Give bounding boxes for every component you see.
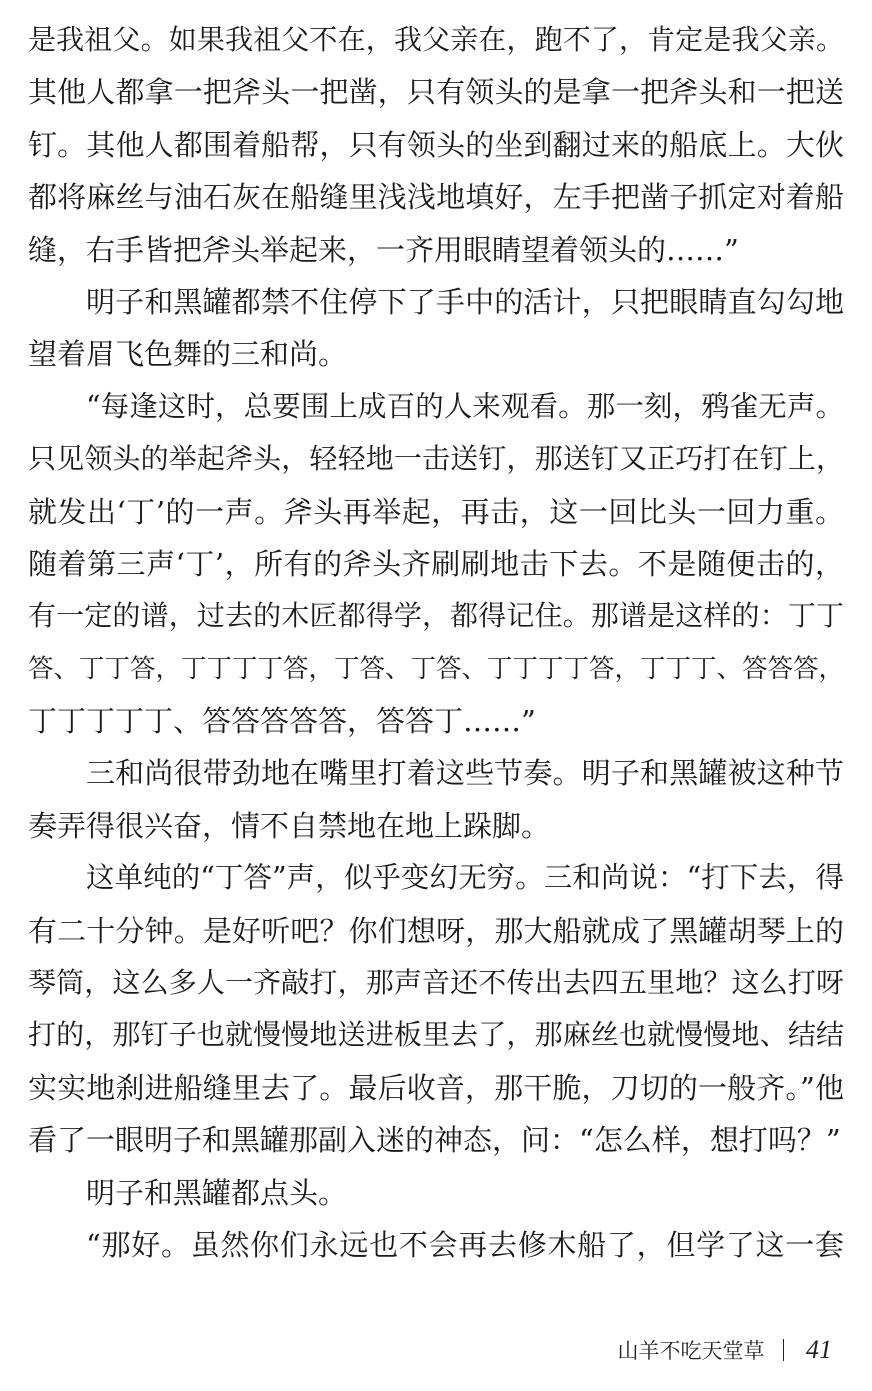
text-line: 望着眉飞色舞的三和尚。 xyxy=(28,337,348,372)
text-line: 明子和黑罐都点头。 xyxy=(86,1175,348,1210)
text-line: 有二十分钟。是好听吧？你们想呀，那大船就成了黑罐胡琴上的 xyxy=(28,913,844,948)
text-line: 这单纯的“丁答”声，似乎变幻无穷。三和尚说：“打下去，得 xyxy=(86,861,844,895)
running-title: 山羊不吃天堂草 xyxy=(617,1339,765,1363)
text-line: 有一定的谱，过去的木匠都得学，都得记住。那谱是这样的：丁丁 xyxy=(28,599,844,633)
text-line: 打的，那钉子也就慢慢地送进板里去了，那麻丝也就慢慢地、结结 xyxy=(28,1018,844,1052)
page-footer xyxy=(618,1330,833,1370)
text-line: 其他人都拿一把斧头一把凿，只有领头的是拿一把斧头和一把送 xyxy=(28,75,844,110)
text-line: 答、丁丁答，丁丁丁丁答，丁答、丁答、丁丁丁丁答，丁丁丁、答答答， xyxy=(28,653,844,684)
footer-divider xyxy=(783,1339,785,1361)
text-line: “每逢这时，总要围上成百的人来观看。那一刻，鸦雀无声。 xyxy=(86,389,844,423)
text-line: 明子和黑罐都禁不住停下了手中的活计，只把眼睛直勾勾地 xyxy=(86,284,844,319)
text-line: 是我祖父。如果我祖父不在，我父亲在，跑不了，肯定是我父亲。 xyxy=(28,23,844,56)
page-number: 41 xyxy=(806,1335,832,1364)
text-line: 就发出‘丁’的一声。斧头再举起，再击，这一回比头一回力重。 xyxy=(28,494,844,529)
text-line: 看了一眼明子和黑罐那副入迷的神态，问：“怎么样，想打吗？” xyxy=(28,1123,841,1158)
text-line: 缝，右手皆把斧头举起来，一齐用眼睛望着领头的……” xyxy=(28,232,739,267)
text-line: 奏弄得很兴奋，情不自禁地在地上跺脚。 xyxy=(28,808,551,843)
text-line: 琴筒，这么多人一齐敲打，那声音还不传出去四五里地？这么打呀 xyxy=(28,966,844,1000)
body-text xyxy=(28,14,844,1271)
text-line: 都将麻丝与油石灰在船缝里浅浅地填好，左手把凿子抓定对着船 xyxy=(28,180,844,215)
text-line: 丁丁丁丁丁、答答答答答，答答丁……” xyxy=(28,704,536,739)
text-line: 随着第三声‘丁’，所有的斧头齐刷刷地击下去。不是随便击的， xyxy=(28,546,844,581)
text-line: 三和尚很带劲地在嘴里打着这些节奏。明子和黑罐被这种节 xyxy=(86,756,844,791)
text-line: 钉。其他人都围着船帮，只有领头的坐到翻过来的船底上。大伙 xyxy=(28,127,844,162)
text-line: 实实地刹进船缝里去了。最后收音，那干脆，刀切的一般齐。”他 xyxy=(28,1070,844,1105)
text-line: 只见领头的举起斧头，轻轻地一击送钉，那送钉又正巧打在钉上， xyxy=(28,442,844,476)
text-line: “那好。虽然你们永远也不会再去修木船了，但学了这一套 xyxy=(86,1227,844,1262)
